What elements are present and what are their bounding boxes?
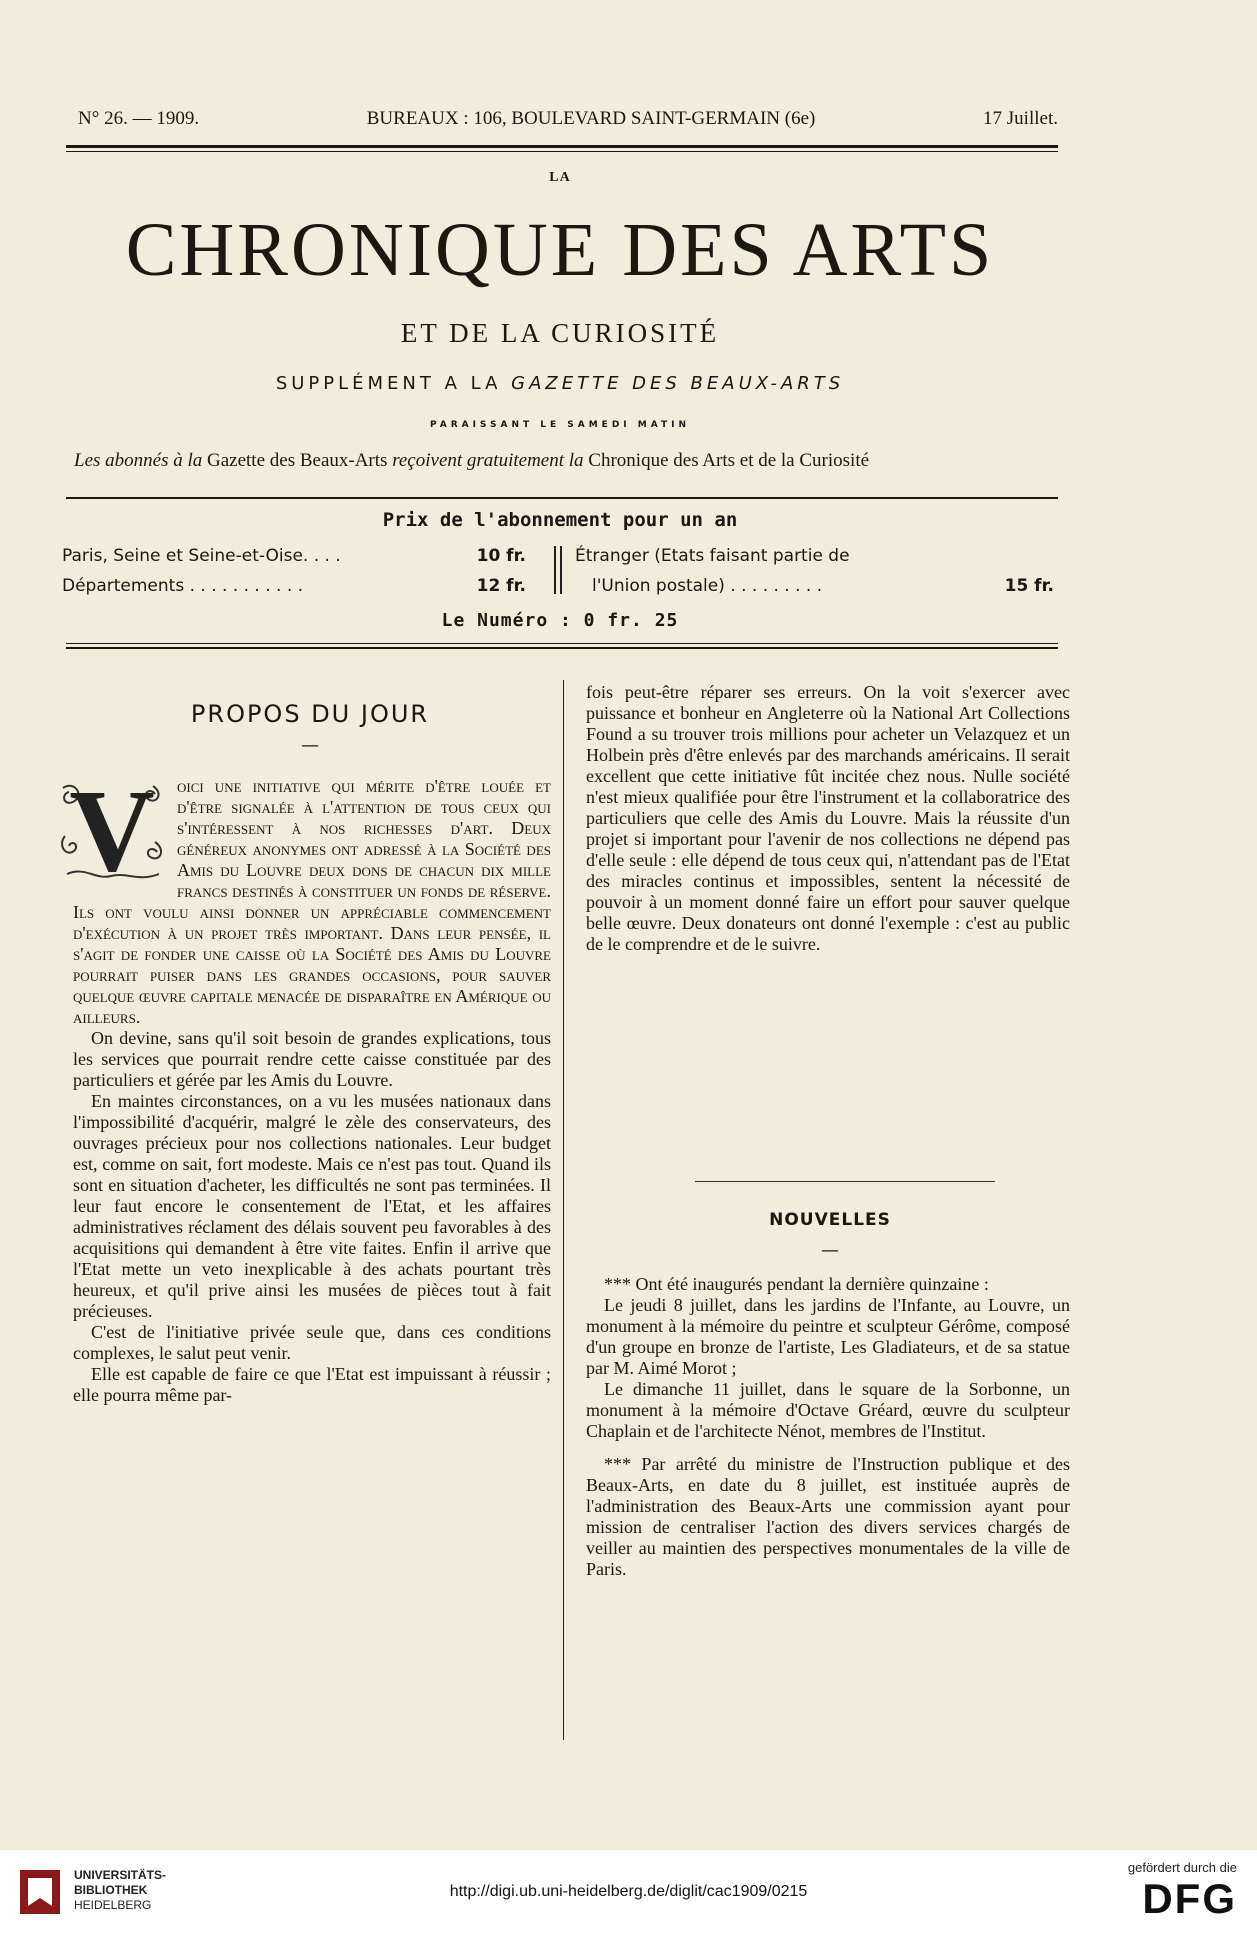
dropcap-ornament (55, 765, 169, 896)
propos-continuation: fois peut-être réparer ses erreurs. On la voit s'exercer avec puissance et bonheur en Angleterre où la National Art Collections Found a su trouver trois millions pour acheter un Velazquez et un Holbein près d'être enlevés par des marchands américains. Il serait excellent que cette initiative fût incitée chez nous. Nulle société n'est mieux qualifiée pour être l'instrument et la collaboratrice des particuliers que celle des Amis du Louvre. Mais la réussite d'un projet si important pour l'avenir de nos collections ne dépend pas d'elle seule : elle dépend de tous ceux qui, n'attendant pas de l'Etat des miracles continus et impossibles, sentent la nécessité de pouvoir à un moment donné faire un effort pour sauver quelque belle œuvre. Deux donateurs ont donné l'exemple : c'est au public de le comprendre et de le suivre. (586, 682, 1070, 954)
masthead-la: LA (549, 170, 571, 185)
propos-title: PROPOS DU JOUR (190, 700, 430, 728)
library-name-line-2: BIBLIOTHEK (74, 1883, 148, 1897)
subscription-label-departements: Départements . . . . . . . . . . . (62, 576, 304, 596)
propos-paragraph-1 (69, 765, 551, 1028)
propos-paragraph-4: C'est de l'initiative privée seule que, dans ces conditions complexes, le salut peut venir. (73, 1322, 551, 1363)
subscribers-note (74, 450, 1064, 472)
news-item-gerome: Le jeudi 8 juillet, dans les jardins de l'Infante, au Louvre, un monument à la mémoire du peintre et sculpteur Gérôme, composé d'un groupe en bronze de l'artiste, Les Gladiateurs, et de sa statue par M. Aimé Morot ; (586, 1295, 1070, 1378)
nouvelles-dash: — (821, 1240, 839, 1261)
propos-paragraph-1-text: oici une initiative qui mérite d'être louée et d'être signalée à l'attention de tous ceux qui s'intéressent à nos richesses d'art. Deux généreux anonymes ont adressé à la Société des Amis du Louvre deux dons de chacun dix mille francs destinés à constituer un fonds de réserve. Ils ont voulu ainsi donner un appréciable commencement d'exécution à un projet très important. Dans leur pensée, il s'agit de fonder une caisse où la Société des Amis du Louvre pourrait puiser dans les grandes occasions, pour sauver quelque œuvre capitale menacée de disparaître en Amérique ou ailleurs. (73, 776, 551, 1027)
news-item-intro: *** Ont été inaugurés pendant la dernière quinzaine : (604, 1274, 989, 1294)
subscription-rule-2 (66, 647, 1058, 649)
masthead-title: CHRONIQUE DES ARTS (125, 208, 995, 292)
nouvelles-title: NOUVELLES (769, 1210, 891, 1230)
header-line (78, 108, 1058, 130)
subscribers-text-1: Gazette des Beaux-Arts (202, 450, 393, 471)
subscription-rule-1 (66, 643, 1058, 644)
subscription-divider-2 (560, 546, 562, 594)
subscription-divider-1 (554, 546, 556, 594)
masthead-rule (66, 497, 1058, 499)
supplement-line (60, 373, 1060, 394)
subscription-price-departements: 12 fr. (476, 576, 526, 596)
single-issue-price: Le Numéro : 0 fr. 25 (441, 610, 679, 631)
right-column (586, 682, 1070, 955)
issue-date: 17 Juillet. (983, 108, 1058, 129)
funding-note: gefördert durch die (1127, 1860, 1237, 1875)
subscription-title: Prix de l'abonnement pour un an (382, 509, 738, 531)
news-item-commission: *** Par arrêté du ministre de l'Instruction publique et des Beaux-Arts, en date du 8 juillet, est instituée auprès de l'administration des Beaux-Arts une commission ayant pour mission de centraliser l'action des divers services chargés de veiller au maintien des perspectives monumentales de la ville de Paris. (586, 1454, 1070, 1579)
subscription-label-paris: Paris, Seine et Seine-et-Oise. . . . (62, 546, 341, 566)
library-name-line-1: UNIVERSITÄTS- (74, 1868, 167, 1882)
dropcap-letter: V (69, 765, 155, 896)
source-url[interactable]: http://digi.ub.uni-heidelberg.de/diglit/cac1909/0215 (449, 1883, 808, 1900)
header-rule-thin (66, 151, 1058, 152)
left-column (69, 765, 551, 1406)
header-rule-thick (66, 145, 1058, 148)
propos-dash: — (301, 735, 319, 756)
subscription-row-paris (62, 546, 542, 566)
nouvelles-column (586, 1274, 1070, 1580)
subscribers-italic-2: reçoivent gratuitement la (392, 450, 584, 471)
subscription-row-etranger-2 (592, 576, 1062, 596)
news-item-greard: Le dimanche 11 juillet, dans le square de la Sorbonne, un monument à la mémoire d'Octave Gréard, œuvre du sculpteur Chaplain et de l'architecte Nénot, membres de l'Institut. (586, 1379, 1070, 1441)
section-ornament-rule (695, 1181, 995, 1182)
supplement-prefix: SUPPLÉMENT A LA (275, 373, 512, 394)
issue-number: N° 26. — 1909. (78, 108, 200, 129)
column-separator (563, 680, 564, 1740)
digitization-footer (0, 1850, 1257, 1937)
library-name-line-3: HEIDELBERG (74, 1898, 152, 1912)
bureaux-address: BUREAUX : 106, BOULEVARD SAINT-GERMAIN (6e) (366, 108, 816, 129)
subscription-row-departements (62, 576, 542, 596)
propos-paragraph-3: En maintes circonstances, on a vu les musées nationaux dans l'impossibilité d'acquérir, malgré le zèle des conservateurs, des ouvrages précieux pour nos collections nationales. Leur budget est, comme on sait, fort modeste. Mais ce n'est pas tout. Quand ils sont en situation d'acheter, les difficultés ne sont pas terminées. Il leur faut encore le consentement de l'Etat, et les affaires administratives réclament des délais souvent peu favorables à des acquisitions qui demandent à être vite faites. Enfin il arrive que l'Etat mette un veto inexplicable à des achats pourtant très heureux, et qu'il prive ainsi les musées de pièces tout à fait précieuses. (73, 1091, 551, 1321)
subscription-row-etranger-1: Étranger (Etats faisant partie de (575, 546, 850, 566)
publication-schedule: PARAISSANT LE SAMEDI MATIN (429, 420, 691, 430)
supplement-gazette: GAZETTE DES BEAUX-ARTS (511, 373, 845, 394)
subscription-price-paris: 10 fr. (476, 546, 526, 566)
dfg-logo: DFG (1142, 1875, 1237, 1922)
masthead-subtitle: ET DE LA CURIOSITÉ (400, 318, 720, 348)
subscription-price-etranger: 15 fr. (1004, 576, 1054, 596)
subscribers-text-2: Chronique des Arts et de la Curiosité (583, 450, 870, 471)
propos-paragraph-5: Elle est capable de faire ce que l'Etat est impuissant à réussir ; elle pourra même par- (73, 1364, 551, 1405)
subscribers-italic-1: Les abonnés à la (74, 450, 203, 471)
subscription-label-etranger: l'Union postale) . . . . . . . . . (592, 576, 823, 596)
propos-paragraph-2: On devine, sans qu'il soit besoin de grandes explications, tous les services que pourrait rendre cette caisse constituée par des particuliers et gérée par les Amis du Louvre. (73, 1028, 551, 1090)
